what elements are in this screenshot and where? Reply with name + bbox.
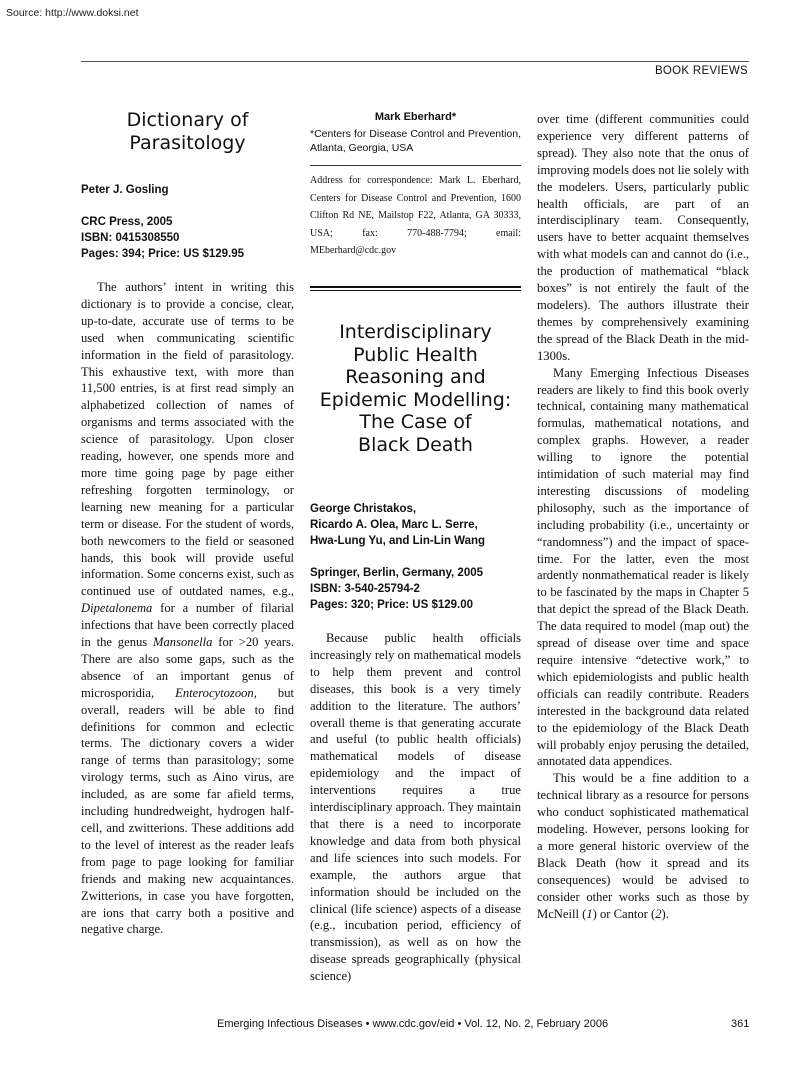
review2-title-line: Black Death <box>358 433 473 456</box>
header-rule <box>81 61 749 62</box>
review2-author: Hwa-Lung Yu, and Lin-Lin Wang <box>310 535 486 547</box>
review-separator-rule <box>310 290 521 291</box>
review2-paragraph: Many Emerging Infectious Diseases readers are likely to find this book overly technical, containing many mathematical formulas, mathematical notations, and complex graphs. However, a reader willing to ignore the potential intimidation of such material may find interesting discussions of modeling philosophy, such as the importance of including probability (i.e., uncertainty or “randomness”) and the impact of space-time. For the latter, even the most ardently nonmathematical reader is likely to be fascinated by the maps in Chapter 5 that depict the spread of the Black Death. The data required to model (map out) the spread of disease over time and space require intensive “detective work,” to which epidemiologists and public health officials can readily contribute. Readers interested in the background data related to the epidemiology of the Black Death will probably enjoy perusing the detailed, annotated data appendices. <box>537 365 749 769</box>
review2-paragraph: Because public health officials increasingly rely on mathematical models to help them prevent and control diseases, this book is a very timely addition to the literature. The authors’ overall theme is that generating accurate and useful (to public health officials) mathematical models of disease epidemiology and the impact of interventions requires a true interdisciplinary approach. They maintain that there is a need to incorporate knowledge and data from both physical and life sciences into such models. For example, the authors argue that information should be included on the clinical (life science) aspects of a disease (e.g., incubation period, efficiency of transmission), as well as on how the disease spreads geographically (physical science) <box>310 631 521 984</box>
reference-2[interactable]: 2 <box>655 906 662 921</box>
review2-paragraph <box>537 770 749 922</box>
review2-title-line: Epidemic Modelling: <box>319 388 512 411</box>
review1-title-line: Dictionary of <box>126 109 249 131</box>
review2-pages-price: Pages: 320; Price: US $129.00 <box>310 599 474 611</box>
affiliation-rule <box>310 165 521 166</box>
page-number: 361 <box>731 1018 750 1030</box>
review2-title-line: Interdisciplinary <box>339 321 492 343</box>
review2-title-line: The Case of <box>359 411 472 433</box>
review2-title-line: Reasoning and <box>345 366 486 388</box>
correspondence-address: Address for correspondence: Mark L. Eberhard, Centers for Disease Control and Prevention, 1600 Clifton Rd NE, Mailstop F22, Atlanta, GA 30333, USA; fax: 770-488-7794; email: MEberhard@cdc.gov <box>310 175 521 256</box>
review1-isbn: ISBN: 0415308550 <box>81 232 180 244</box>
review1-column <box>81 109 294 938</box>
review1-paragraph: The authors’ intent in writing this dictionary is to provide a concise, clear, up-to-date, accurate use of terms to be used when communicating scientific information in the field of parasitology. This exhaustive text, with more than 11,500 entries, is at first read simply an alphabetized collection of names of organisms and terms associated with the science of parasitology. Upon closer reading, however, one spends more and more time going page by page either refreshing forgotten terminology, or learning new meaning for a particular term or disease. For the student of words, both newcomers to the field or seasoned hands, this book will provide useful information. Some concerns exist, such as continued use of outdated names, e.g., Dipetalonema for a number of filarial infections that have been correctly placed in the genus Mansonella for >20 years. There are also some gaps, such as the absence of an important genus of microsporidia, Enterocytozoon, but overall, readers will be able to find definitions for common and eclectic terms. The dictionary covers a wider range of terms than parasitology; some virology terms, such as Aino virus, are included, as are some far afield terms, including hundredweight, hydrogen half-cell, and zwitterions. These additions add to the level of interest as the reader leafs from page to page looking for familiar friends and making new acquaintances. Zwitterions, in case you have forgotten, are ions that carry both a positive and negative charge. <box>81 280 294 937</box>
review-separator-rule <box>310 286 521 288</box>
review2-publisher: Springer, Berlin, Germany, 2005 <box>310 567 483 579</box>
review2-paragraph-continued: over time (different communities could experience very different patterns of spread). They also note that the onus of improving models does not lie solely with the modelers. Users, particularly public health officials, are part of an interdisciplinary team. Consequently, users have to better acquaint themselves with what models can and cannot do (i.e., the production of mathematical “black boxes” is not entirely the fault of the modelers). The authors illustrate their themes by comprehensively examining the spread of the Black Death in the mid-1300s. <box>537 112 749 363</box>
review2-title-line: Public Health <box>353 343 478 366</box>
review2-body-col3 <box>537 111 749 923</box>
review1-author: Peter J. Gosling <box>81 184 169 196</box>
reference-1[interactable]: 1 <box>586 906 593 921</box>
review2-column <box>310 321 521 985</box>
journal-footer: Emerging Infectious Diseases • www.cdc.gov/eid • Vol. 12, No. 2, February 2006 <box>217 1018 609 1030</box>
review1-title <box>81 109 294 155</box>
review2-author: George Christakos, <box>310 503 417 515</box>
review1-publisher: CRC Press, 2005 <box>81 216 173 228</box>
review2-author: Ricardo A. Olea, Marc L. Serre, <box>310 519 478 531</box>
review1-title-line: Parasitology <box>129 132 246 154</box>
source-url: Source: http://www.doksi.net <box>6 7 139 19</box>
review1-reviewer-block <box>310 111 521 155</box>
reviewer-affiliation: *Centers for Disease Control and Prevention, Atlanta, Georgia, USA <box>310 128 521 154</box>
review2-paragraph3-text: ). <box>661 906 669 921</box>
review2-body-col2 <box>310 630 521 985</box>
review1-pages-price: Pages: 394; Price: US $129.95 <box>81 248 245 260</box>
review2-isbn: ISBN: 3-540-25794-2 <box>310 583 420 595</box>
review2-paragraph3-text: ) or Cantor ( <box>592 906 656 921</box>
reviewer-name: Mark Eberhard* <box>374 111 457 123</box>
section-label: BOOK REVIEWS <box>654 65 748 77</box>
review1-body <box>81 279 294 938</box>
review2-title <box>310 321 521 456</box>
review2-paragraph3-text: This would be a fine addition to a technical library as a resource for persons who conduct sophisticated mathematical modeling. However, persons looking for a more general historic overview of the Black Death (how it spread and its consequences) would be advised to consider other works such as those by McNeill ( <box>537 771 749 921</box>
